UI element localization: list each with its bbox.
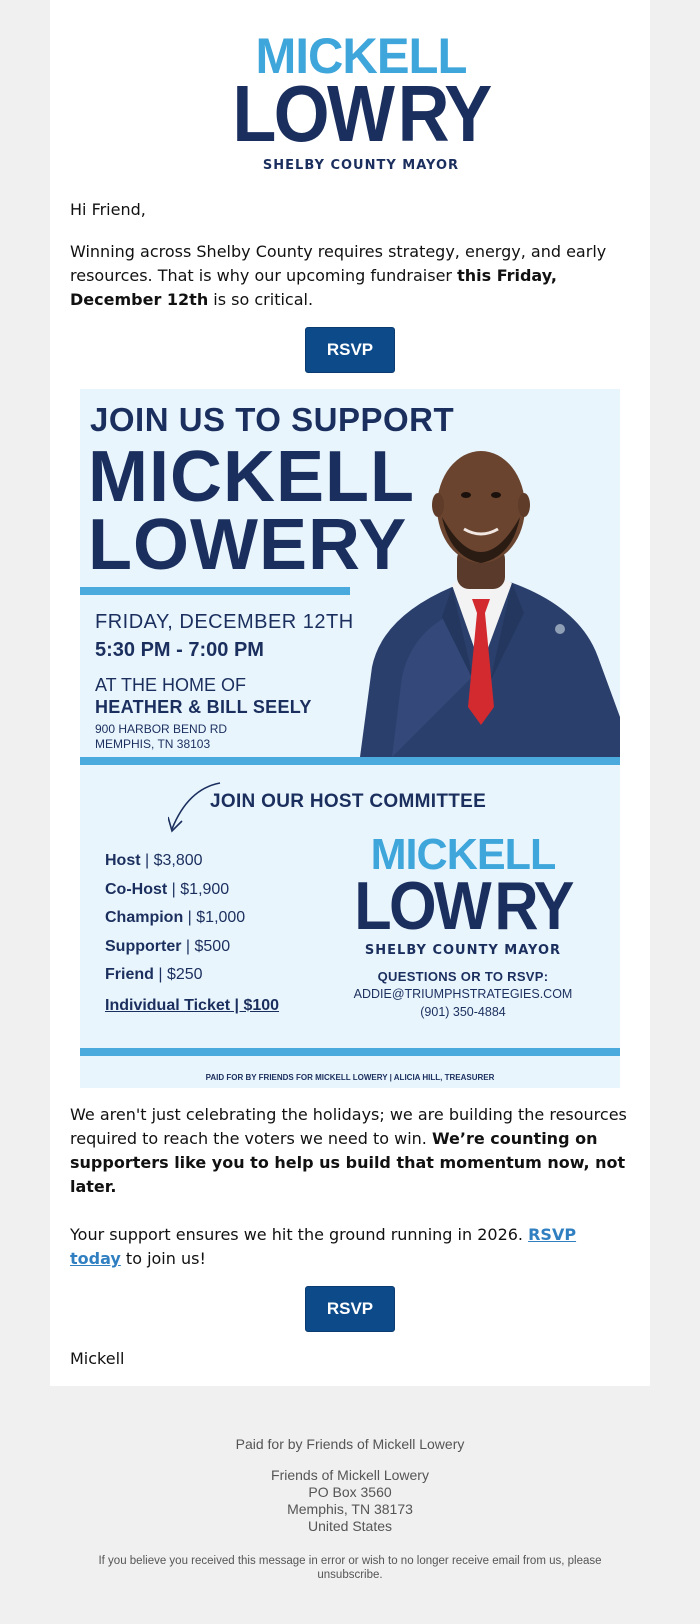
logo-first-name: MICKELL: [255, 28, 467, 84]
flyer-contact-email: ADDIE@TRIUMPHSTRATEGIES.COM: [353, 987, 573, 1001]
event-flyer: [80, 389, 620, 1088]
flyer-candidate-name: MICKELL LOWERY: [88, 437, 415, 585]
tier-item: Co-Host | $1,900: [105, 880, 230, 898]
greeting: Hi Friend,: [70, 200, 146, 219]
divider: [80, 757, 620, 765]
rsvp-button-top[interactable]: RSVP: [305, 327, 395, 373]
flyer-logo: MICKELL LOW RY SHELBY COUNTY MAYOR: [354, 830, 572, 958]
candidate-photo: [342, 417, 620, 757]
tier-item: Host | $3,800: [105, 852, 203, 869]
flyer-paid-for: PAID FOR BY FRIENDS FOR MICKELL LOWERY | ALICIA HILL, TREASURER: [205, 1073, 495, 1082]
email-card: [50, 0, 650, 1386]
flyer-headline: JOIN US TO SUPPORT: [90, 401, 455, 438]
logo-last-name: LOW RY: [232, 69, 490, 158]
footer-paid-for: Paid for by Friends of Mickell Lowery: [235, 1436, 465, 1452]
campaign-logo: [232, 28, 490, 173]
flyer-questions: QUESTIONS OR TO RSVP:: [377, 969, 549, 984]
signature: Mickell: [70, 1349, 125, 1368]
rsvp-button-bottom[interactable]: RSVP: [305, 1286, 395, 1332]
body-paragraph: We aren't just celebrating the holidays; we are building the resources required to reach the voters we need to win. We’re counting on supporters like you to help us build that momentum now, not later.: [70, 1105, 627, 1196]
flyer-address-line1: 900 HARBOR BEND RD: [95, 722, 228, 736]
flyer-time: 5:30 PM - 7:00 PM: [95, 639, 264, 661]
flyer-home-of: AT THE HOME OF: [95, 675, 247, 695]
footer-address: Friends of Mickell Lowery PO Box 3560 Memphis, TN 38173 United States: [271, 1467, 429, 1534]
tier-item: Friend | $250: [105, 966, 203, 983]
individual-ticket: Individual Ticket | $100: [105, 996, 280, 1014]
tier-item: Champion | $1,000: [105, 909, 246, 926]
tier-item: Supporter | $500: [105, 937, 231, 955]
footer-unsubscribe[interactable]: If you believe you received this message in error or wish to no longer receive email from us, please unsubscribe.: [98, 1555, 602, 1581]
event-date-emphasis: this Friday, December 12th: [70, 266, 557, 309]
divider: [80, 587, 350, 595]
cta-paragraph: Your support ensures we hit the ground running in 2026. RSVP today to join us!: [70, 1225, 577, 1268]
sponsorship-tiers: [105, 847, 325, 1020]
rsvp-today-link[interactable]: RSVP today: [70, 1225, 577, 1268]
flyer-contact-phone: (901) 350-4884: [420, 1005, 506, 1019]
divider: [80, 1048, 620, 1056]
logo-office: SHELBY COUNTY MAYOR: [262, 158, 460, 173]
flyer-committee-heading: JOIN OUR HOST COMMITTEE: [210, 791, 487, 812]
flyer-date: FRIDAY, DECEMBER 12TH: [95, 611, 354, 633]
intro-paragraph: Winning across Shelby County requires strategy, energy, and early resources. That is why our upcoming fundraiser this Friday, December 12th is so critical.: [70, 242, 607, 309]
flyer-hosts: HEATHER & BILL SEELY: [95, 697, 312, 717]
flyer-address-line2: MEMPHIS, TN 38103: [95, 737, 211, 751]
